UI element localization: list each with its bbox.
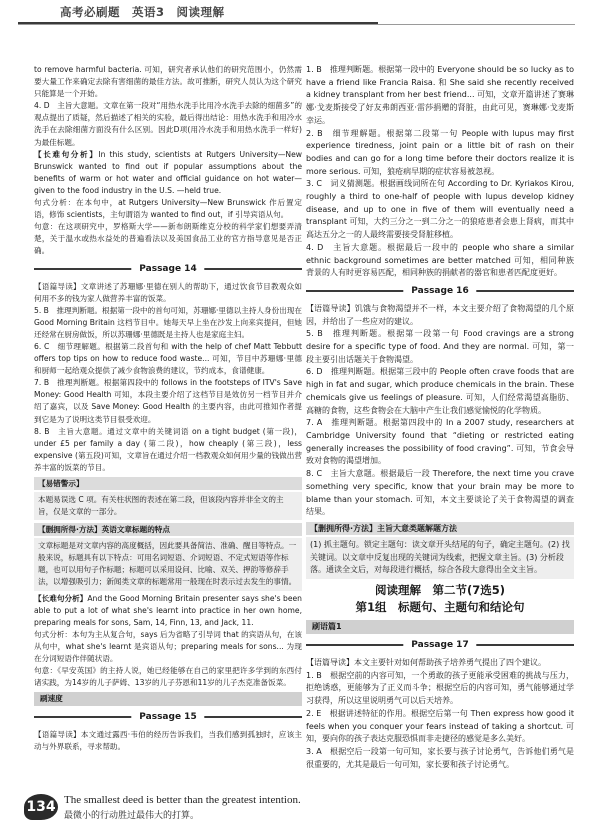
box-heading: 【易错警示】 [34,477,302,490]
left-paragraph: 8. B 主旨大意题。通过文章中的关键词语 on a tight budget (第一段)，under £5 per family a day (第二段)，how cheaply (第三段)，less expensive (第五段)可知，文章旨在通过介绍一档教观众如何用少量的钱做出营养丰富的饭菜的节目。 [34,426,302,472]
left-paragraph: 6. C 细节理解题。根据第二段首句和 with the help of chef Matt Tebbutt offers top tips on how to reduce food waste... 可知，节目中苏珊娜·里德和厨师一起给观众提供了减少食物浪费的建议，节约成本，食谱健康。 [34,341,302,376]
section-title: 阅读理解 第二节(7选5) [374,583,505,598]
right-paragraph: 3. A 根据空后一段第一句可知，家长要与孩子讨论勇气，告诉他们勇气是很重要的，尤其是最后一句可知，家长要和孩子讨论勇气。 [306,746,574,769]
left-paragraph: 5. B 推理判断题。根据第一段中的首句可知，苏珊娜·里德以主持人身份出现在 Good Morning Britain 这档节目中。她每天早上坐在沙发上向来宾提问，但她还经常在厨房做饭，所以苏珊娜·里德既是主持人也是家庭主妇。 [34,305,302,339]
label: 【长难句分析】 [34,149,99,159]
right-paragraph: 6. D 推理判断题。根据第三段中的 People often crave foods that are high in fat and sugar, which produce chemicals in the brain. These chemicals give us feelings of pleasure. 可知，人们经常渴望高脂肪、高糖的食物，这些食物会在大脑中产生让我们感觉愉悦的化学物质。 [306,367,574,415]
left-paragraph [34,593,302,629]
right-paragraph: 1. B 根据空前的内容可知，一个勇敢的孩子更能承受困难的挑战与压力，拒绝诱惑，更能够为了正义而斗争；根据空后的内容可知，勇气能够通过学习获得，所以这里说明勇气可以后天培养。 [306,670,574,706]
right-paragraph: 2. B 细节理解题。根据第二段第一句 People with lupus may first experience tiredness, joint pain or a little bit of rash on their bodies and can go for a long time before their doctors realize it is more serious. 可知，狼疮病早期的症状容易被忽视。 [306,128,574,176]
passage-banner [306,638,574,652]
right-column [306,64,574,771]
box-content: 文章标题是对文章内容的高度概括，因此要具备简洁、准确、醒目等特点。一般来说，标题具有以下特点：可用名词短语、介词短语、不定式短语等作标题，也可以用句子作标题；标题可以采用设问、比喻、双关、押韵等修辞手法，以增强吸引力；新闻类文章的标题常用一般现在时表示过去发生的事情。 [34,538,302,590]
right-paragraph: 1. B 推理判断题。根据第一段中的 Everyone should be so lucky as to have a friend like Francia Raisa. 和 She said she recently received a kidney transplant from her best friend... 可知，文章开篇讲述了赛琳娜·戈麦斯接受了好友弗朗西亚·雷莎捐赠的肾脏，由此可见，赛琳娜·戈麦斯幸运。 [306,65,574,125]
box-content: (1) 抓主题句。锁定主题句：读文章开头结尾的句子，确定主题句。(2) 找关键词。以文章中反复出现的关键词为线索，把握文章主旨。(3) 分析段落。通读全文后，对每段进行概括，综合各段大意得出全文主旨。 [306,537,574,579]
right-paragraph: 3. C 词义猜测题。根据画线词所在句 According to Dr. Kyriakos Kirou, roughly a third to one-half of people with lupus develop kidney disease, and up to one in five of them will eventually need a transplant 可知，大约三分之一到二分之一的狼疮患者会患上肾病，而其中高达五分之一的人最终需要接受肾脏移植。 [306,179,574,240]
box-heading: 【删拥所得·方法】主旨大意类题解题方法 [306,522,574,535]
label: 【长难句分析】 [34,593,88,603]
left-paragraph [34,149,302,197]
right-paragraph: 7. A 推理判断题。根据第四段中的 In a 2007 study, researchers at Cambridge University found that “dieting or restricted eating generally increases the possibility of food craving”. 可知，节食会导致对食物的渴望增加。 [306,418,574,466]
right-paragraph: 2. E 根据讲述特征的作用。根据空后第一句 Then express how good it feels when you conquer your fears instead of taking a shortcut. 可知，要向你的孩子表达克服恐惧而非走捷径的感觉是多么美好。 [306,708,574,744]
left-paragraph: 句式分析：在本句中，at Rutgers University—New Brunswick 作后置定语，修饰 scientists，主句谓语为 wanted to find out，if 引导宾语从句。 [34,198,302,220]
left-column [34,64,302,754]
passage-title: Passage 17 [403,638,476,652]
left-paragraph: 7. B 推理判断题。根据第四段中的 follows in the footsteps of ITV's Save Money: Good Health 可知，本段主要介绍了这档节目是效仿另一档节目并介绍了嘉宾，以及 Save Money: Good Health 的主要内容，由此可推知作者提到它是为了说明这类节目很受欢迎。 [34,378,302,424]
right-paragraph: 5. B 推理判断题。根据第一段第一句 Food cravings are a strong desire for a specific type of food. And they are normal. 可知，第一段主要引出话题关于食物渴望。 [306,329,574,364]
passage-banner [306,284,574,298]
header-title: 高考必刷题 英语3 阅读理解 [60,5,225,19]
footer-quote-english: The smallest deed is better than the greatest intention. [64,794,301,806]
section-subtitle: 第1组 标题句、主题句和结论句 [355,600,525,615]
left-paragraph: 句意：《早安英国》的主持人说，她已经能够在自己的家里把许多学到的东西付诸实践，为14岁的儿子萨姆、13岁的儿子芬恩和11岁的儿子杰克准备饭菜。 [34,666,302,688]
passage-title: Passage 15 [131,710,204,724]
page-header [18,0,378,24]
header-divider [18,24,575,25]
left-paragraph: 4. D 主旨大意题。文章在第一段对“用热水洗手比用冷水洗手去除的细菌多”的观点提出了质疑，然后描述了相关的实验，最后得出结论：用热水洗手和用冷水洗手在去除细菌方面没有什么区别。因此D项(用冷水洗手和用热水洗手一样好)为最佳标题。 [34,101,302,147]
box-content: 本题易误选 C 项。有关柱状图的表述在第二段，但该段内容并非全文的主旨，仅是文章的一部分。 [34,492,302,520]
right-paragraph: 【语篇导读】饥饿与食物渴望并不一样，本文主要介绍了食物渴望的几个原因，并给出了一些应对的建议。 [306,303,574,326]
left-paragraph: 句意：在这项研究中，罗格斯大学——新布朗斯维克分校的科学家们想要弄清楚，关于温水或热水益处的普遍看法以及美国食品工业的官方指导意见是否正确。 [34,222,302,256]
right-paragraph: 【语篇导读】本文主要针对如何帮助孩子培养勇气提出了四个建议。 [306,658,546,668]
text: In this study, scientists at Rutgers University—New Brunswick wanted to find out if popular assumptions about the benefits of warm or hot water and official guidance on hot water—given to the food industry in the U.S. —held true. [34,149,303,195]
passage-banner [34,262,302,276]
right-paragraph: 8. C 主旨大意题。根据最后一段 Therefore, the next time you crave something very specific, know that your brain may be more to blame than your stomach. 可知，本文主要谈论了关于食物渴望的调查结果。 [306,469,574,517]
section-strip: 刷语篇1 [306,620,574,634]
passage-title: Passage 14 [131,262,204,276]
left-paragraph: 【语篇导读】文章讲述了苏珊娜·里德在别人的帮助下，通过饮食节目教观众如何用不多的钱为家人做营养丰富的饭菜。 [34,281,302,303]
right-paragraph: 4. D 主旨大意题。根据最后一段中的 people who share a similar ethnic background sometimes are better matched 可知，相同种族背景的人有时更容易匹配，相同种族的捐献者的器官和患者匹配度更好。 [306,242,574,278]
left-paragraph: 【语篇导读】本文通过露西·韦伯的经历告诉我们，当我们感到孤独时，应该主动与外界联系，寻求帮助。 [34,730,302,752]
footer-quote-chinese: 最微小的行动胜过最伟大的打算。 [64,811,200,821]
passage-banner [34,710,302,724]
left-paragraph: to remove harmful bacteria. 可知，研究者承认他们的研究范围小，仍然需要大量工作来确定去除有害细菌的最佳方法。故可推断，研究人员认为这个研究只能算是一个开始。 [34,65,302,99]
page-number: 134 [24,794,58,820]
box-heading: 【删拥所得·方法】英语文章标题的特点 [34,523,302,536]
passage-title: Passage 16 [403,284,476,298]
left-paragraph: 句式分析：本句为主从复合句，says 后为省略了引导词 that 的宾语从句，在该从句中，what she's learnt 是宾语从句；preparing meals for sons... 为现在分词短语作伴随状语。 [34,629,302,664]
text: And the Good Morning Britain presenter says she's been able to put a lot of what she's learnt into practice in her own home, preparing meals for sons, Sam, 14, Finn, 13, and Jack, 11. [34,593,302,627]
section-strip: 刷速度 [34,692,302,706]
